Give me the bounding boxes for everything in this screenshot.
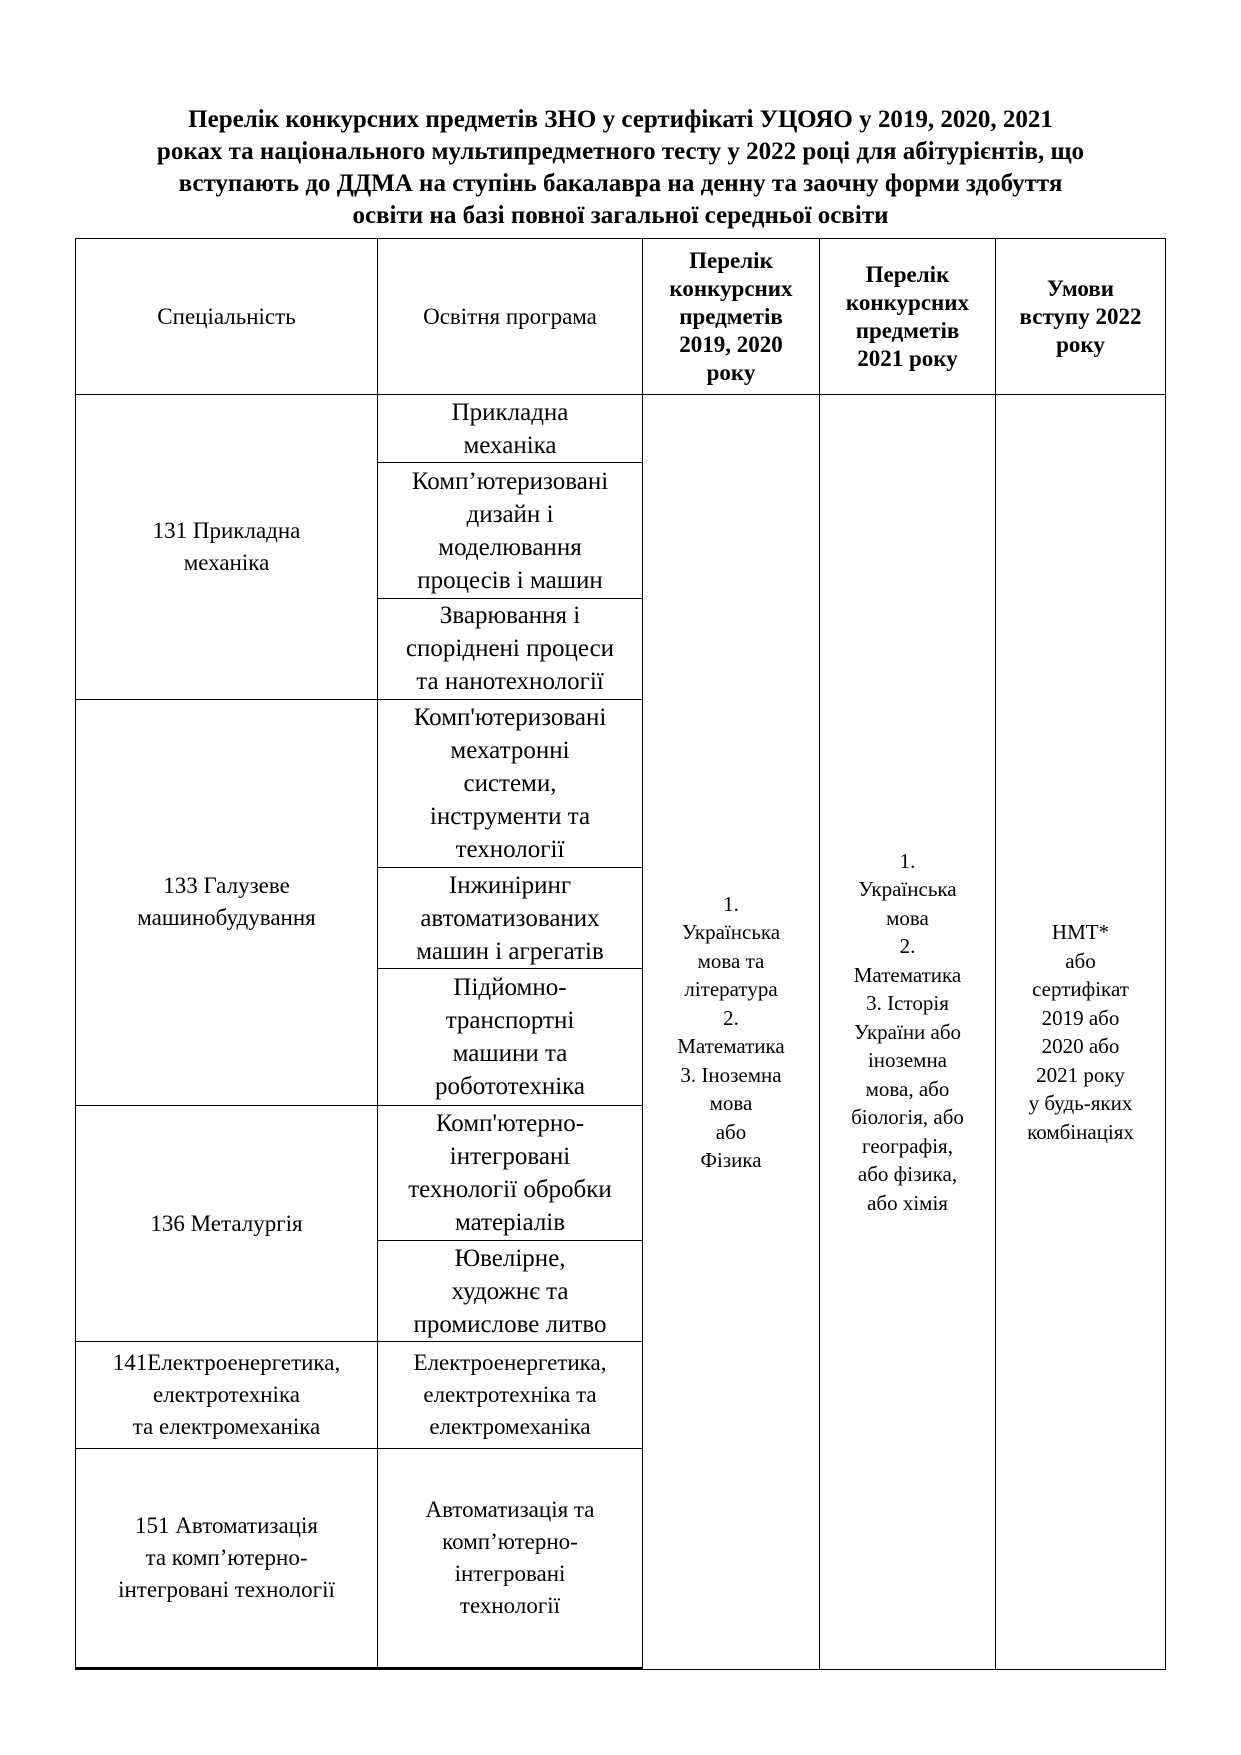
specialty-131: 131 Прикладна механіка — [76, 395, 378, 700]
header-conditions-2022: Умови вступу 2022 року — [996, 239, 1166, 395]
program-automated-machines: Інжиніринг автоматизованих машин і агрегатів — [378, 868, 643, 969]
specialty-151: 151 Автоматизація та комп’ютерно- інтегровані технології — [76, 1449, 378, 1667]
program-casting: Ювелірне, художнє та промислове литво — [378, 1241, 643, 1342]
subjects-2021: 1. Українська мова 2. Математика 3. Історія України або іноземна мова, або біологія, або географія, або фізика, або хімія — [820, 395, 996, 1670]
subjects-2019-2020: 1. Українська мова та література 2. Математика 3. Іноземна мова або Фізика — [643, 395, 820, 1670]
program-welding: Зварювання і споріднені процеси та нанотехнології — [378, 598, 643, 699]
program-lifting-transport: Підйомно- транспортні машини та робототехніка — [378, 969, 643, 1105]
conditions-2022: НМТ* або сертифікат 2019 або 2020 або 2021 року у будь-яких комбінаціях — [996, 395, 1166, 1670]
program-computerized-design: Комп’ютеризовані дизайн і моделювання процесів і машин — [378, 463, 643, 598]
specialty-133: 133 Галузеве машинобудування — [76, 699, 378, 1105]
program-mechatronic-systems: Комп'ютеризовані мехатронні системи, інструменти та технології — [378, 699, 643, 867]
document-title — [60, 104, 1181, 232]
program-electrical-power: Електроенергетика, електротехніка та електромеханіка — [378, 1342, 643, 1449]
header-program: Освітня програма — [378, 239, 643, 395]
title-line-4: освіти на базі повної загальної середньої освіти — [352, 202, 889, 229]
header-subjects-2021: Перелік конкурсних предметів 2021 року — [820, 239, 996, 395]
program-material-processing: Комп'ютерно- інтегровані технології обробки матеріалів — [378, 1105, 643, 1240]
program-applied-mechanics: Прикладна механіка — [378, 395, 643, 463]
table-row — [76, 395, 1166, 463]
title-line-1: Перелік конкурсних предметів ЗНО у сертифікаті УЦОЯО у 2019, 2020, 2021 — [188, 106, 1053, 133]
admission-subjects-table — [75, 238, 1166, 1670]
title-line-2: роках та національного мультипредметного тесту у 2022 році для абітурієнтів, що — [156, 138, 1085, 165]
specialty-141: 141Електроенергетика, електротехніка та електромеханіка — [76, 1342, 378, 1449]
program-automation: Автоматизація та комп’ютерно- інтегровані технології — [378, 1449, 643, 1667]
table-header-row — [76, 239, 1166, 395]
empty-cell — [76, 1668, 378, 1669]
empty-cell — [378, 1668, 643, 1669]
header-specialty: Спеціальність — [76, 239, 378, 395]
specialty-136: 136 Металургія — [76, 1105, 378, 1341]
header-subjects-2019-2020: Перелік конкурсних предметів 2019, 2020 року — [643, 239, 820, 395]
title-line-3: вступають до ДДМА на ступінь бакалавра на денну та заочну форми здобуття — [178, 170, 1063, 197]
